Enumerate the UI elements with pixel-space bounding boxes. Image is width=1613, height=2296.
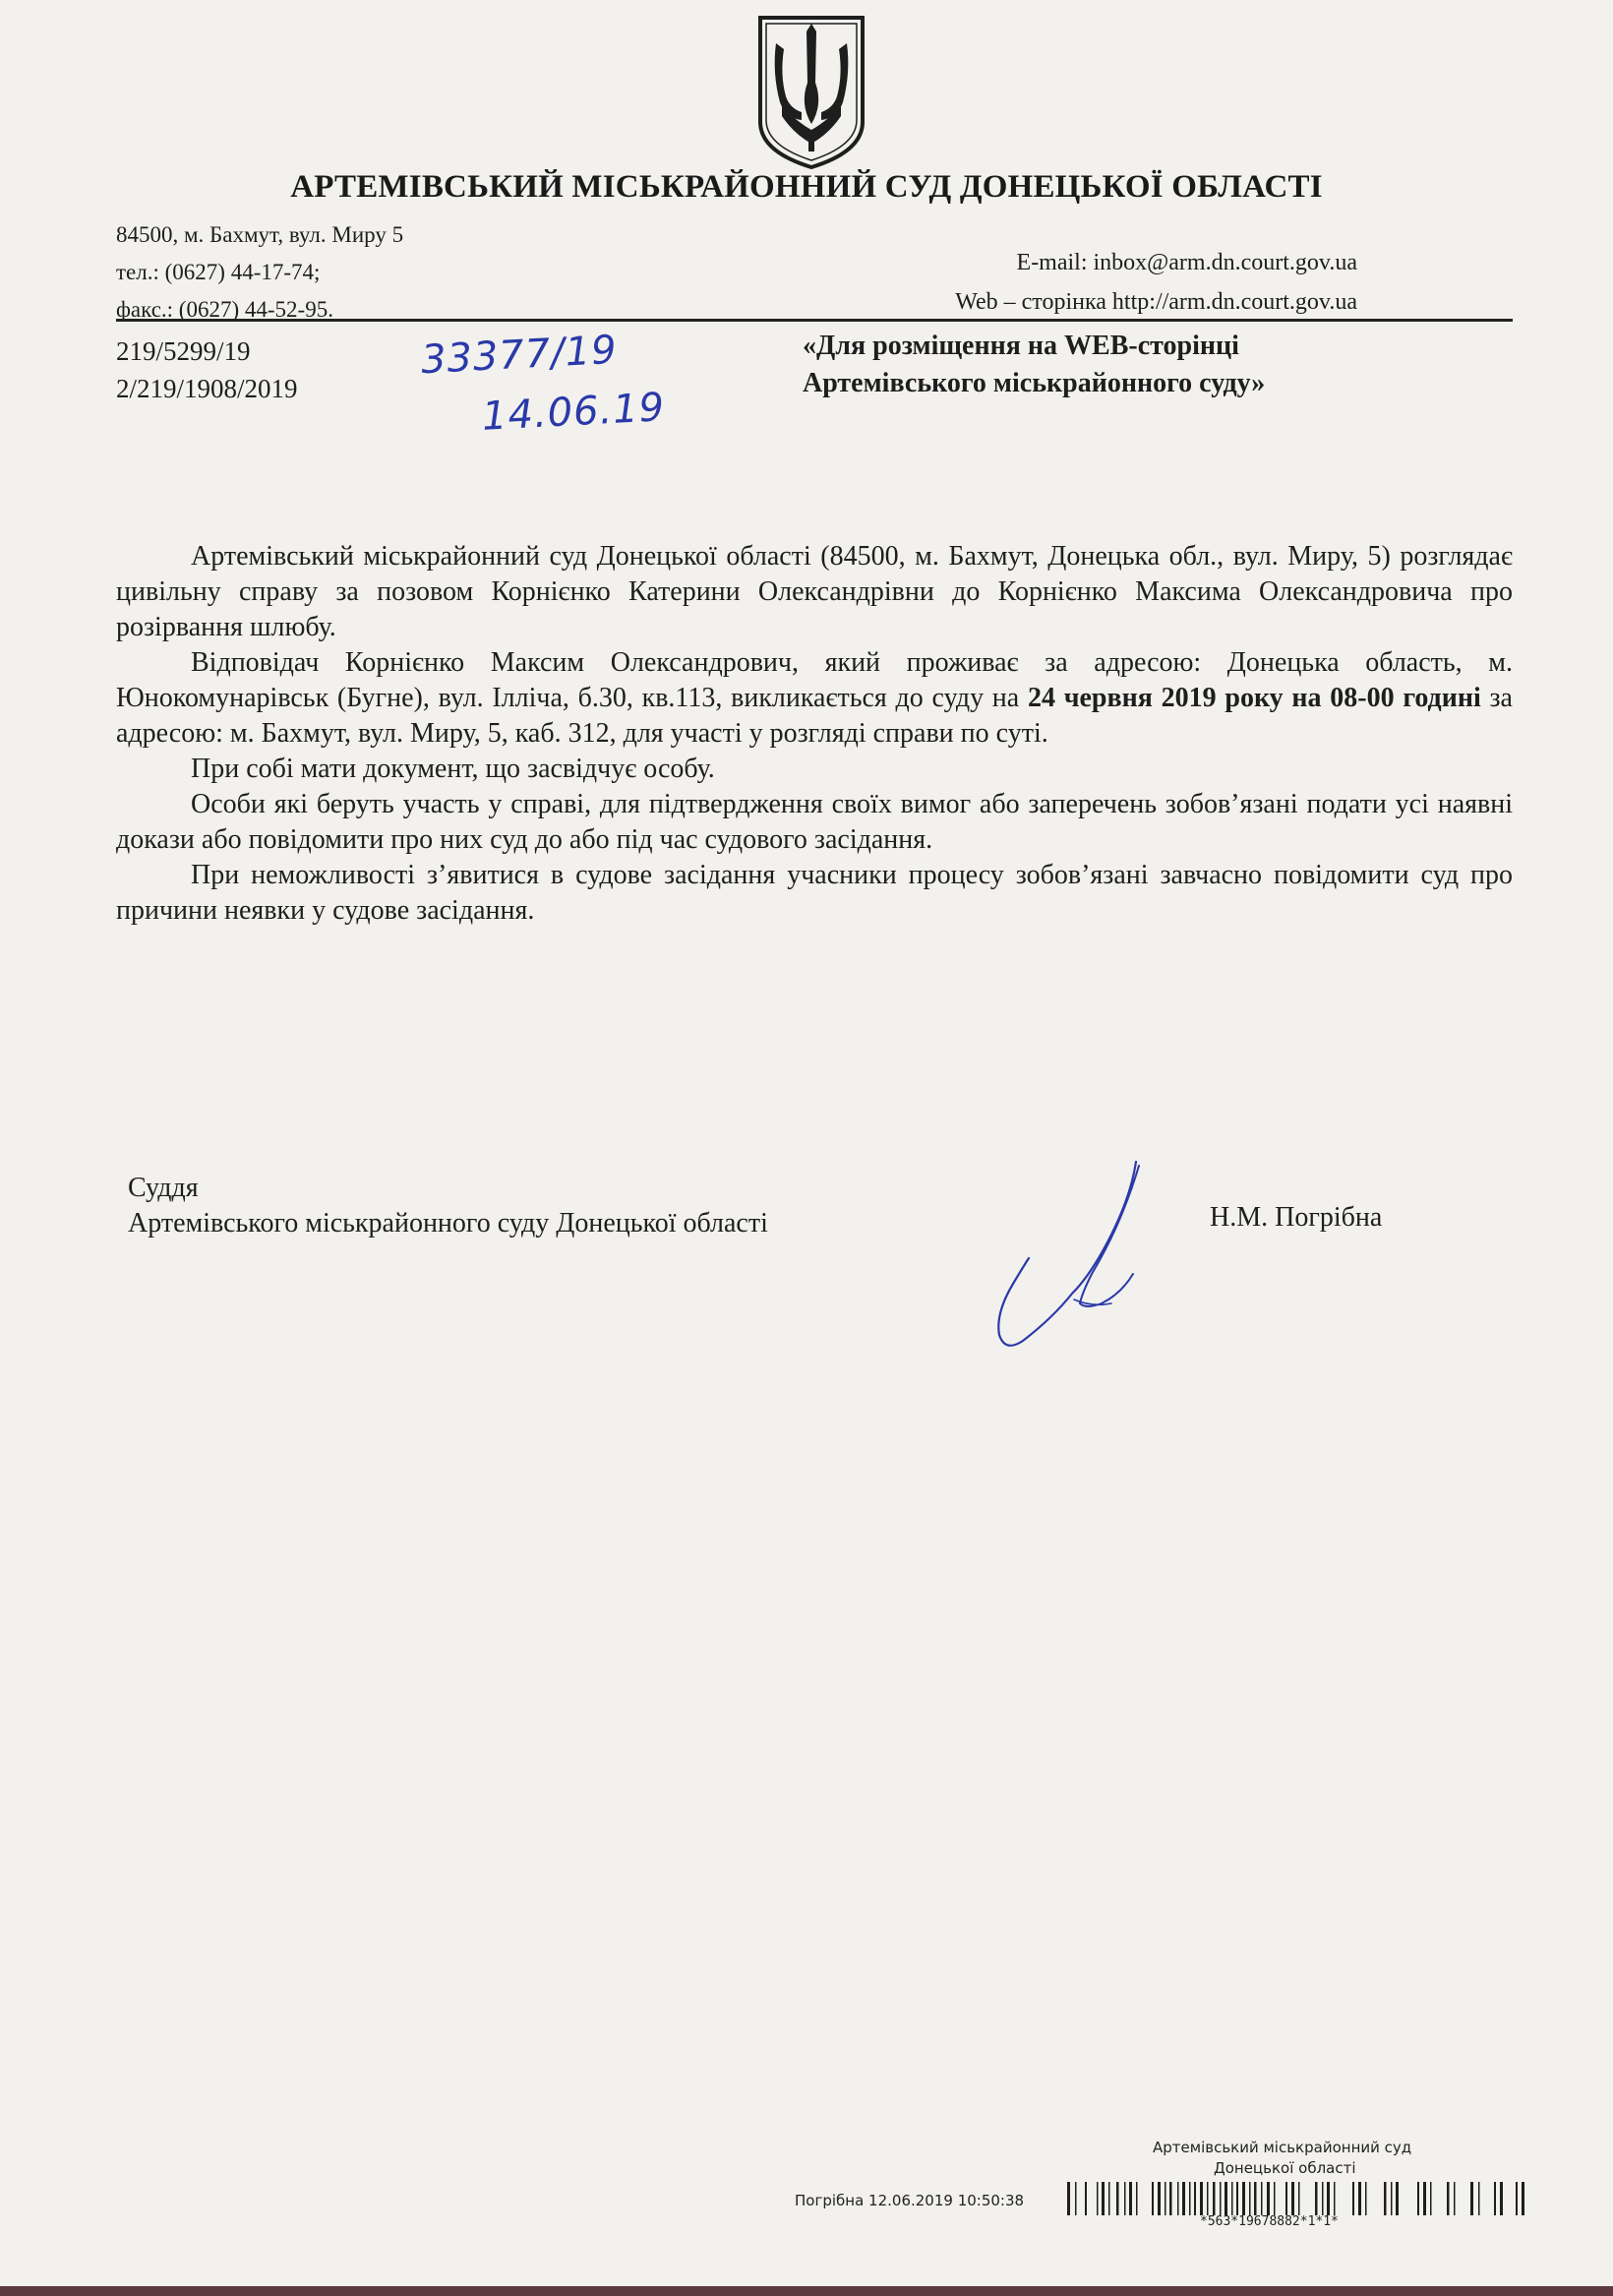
- judge-name: Н.М. Погрібна: [1210, 1202, 1383, 1233]
- paragraph-summons: [116, 645, 1513, 752]
- paragraph-id-document: При собі мати документ, що засвідчує особу.: [191, 754, 715, 784]
- court-address: 84500, м. Бахмут, вул. Миру 5: [116, 222, 404, 247]
- barcode-number: *563*19678882*1*1*: [1200, 2214, 1339, 2229]
- barcode-icon: [1067, 2182, 1529, 2215]
- summons-text-start: Відповідач Корнієнко Максим Олександрович, який проживає за адресою: Донецька область, м. Юнокомунарівськ (Бугне), вул. Ілліча, б.30, кв.113, викликається до суду на: [116, 647, 1513, 713]
- court-email: E-mail: inbox@arm.dn.court.gov.ua: [1016, 250, 1357, 275]
- web-notice-line2: Артемівського міськрайонного суду»: [803, 368, 1266, 398]
- footer-court-line1: Артемівський міськрайонний суд: [1153, 2139, 1412, 2156]
- court-fax: факс.: (0627) 44-52-95.: [116, 297, 333, 322]
- web-notice-line1: «Для розміщення на WEB-сторінці: [803, 331, 1239, 361]
- signature-court: Артемівського міськрайонного суду Донецької області: [128, 1208, 768, 1239]
- hearing-date: 24 червня 2019 року на 08-00 годині: [1027, 683, 1481, 713]
- court-title: АРТЕМІВСЬКИЙ МІСЬКРАЙОННИЙ СУД ДОНЕЦЬКОЇ ОБЛАСТІ: [290, 169, 1323, 205]
- trident-emblem-icon: [752, 14, 870, 171]
- paragraph-absence: При неможливості з’явитися в судове засідання учасники процесу зобов’язані завчасно повідомити суд про причини неявки у судове засідання.: [116, 860, 1513, 926]
- court-phone: тел.: (0627) 44-17-74;: [116, 260, 321, 284]
- paragraph-case-description: Артемівський міськрайонний суд Донецької області (84500, м. Бахмут, Донецька обл., вул. Миру, 5) розглядає цивільну справу за позовом Корнієнко Катерини Олександрівни до Корнієнко Максима Олександровича про розірвання шлюбу.: [116, 541, 1513, 642]
- judge-signature-icon: [984, 1156, 1170, 1358]
- scan-bottom-edge: [0, 2286, 1613, 2296]
- summons-text-end: за адресою: м. Бахмут, вул. Миру, 5, каб. 312, для участі у розгляді справи по суті.: [116, 683, 1513, 749]
- proceeding-number: 2/219/1908/2019: [116, 374, 298, 403]
- header-divider: [116, 319, 1513, 322]
- case-number: 219/5299/19: [116, 336, 251, 366]
- notice-body: [116, 539, 1513, 929]
- footer-court-line2: Донецької області: [1214, 2159, 1356, 2177]
- handwritten-registration-number: 33377/19: [419, 327, 619, 384]
- court-website: Web – сторінка http://arm.dn.court.gov.ua: [955, 289, 1357, 315]
- handwritten-registration-date: 14.06.19: [480, 385, 667, 440]
- paragraph-evidence: Особи які беруть участь у справі, для підтвердження своїх вимог або заперечень зобов’язані подати усі наявні докази або повідомити про них суд до або під час судового засідання.: [116, 789, 1513, 855]
- document-stamp: Погрібна 12.06.2019 10:50:38: [795, 2192, 1025, 2209]
- signature-title: Суддя: [128, 1173, 199, 1203]
